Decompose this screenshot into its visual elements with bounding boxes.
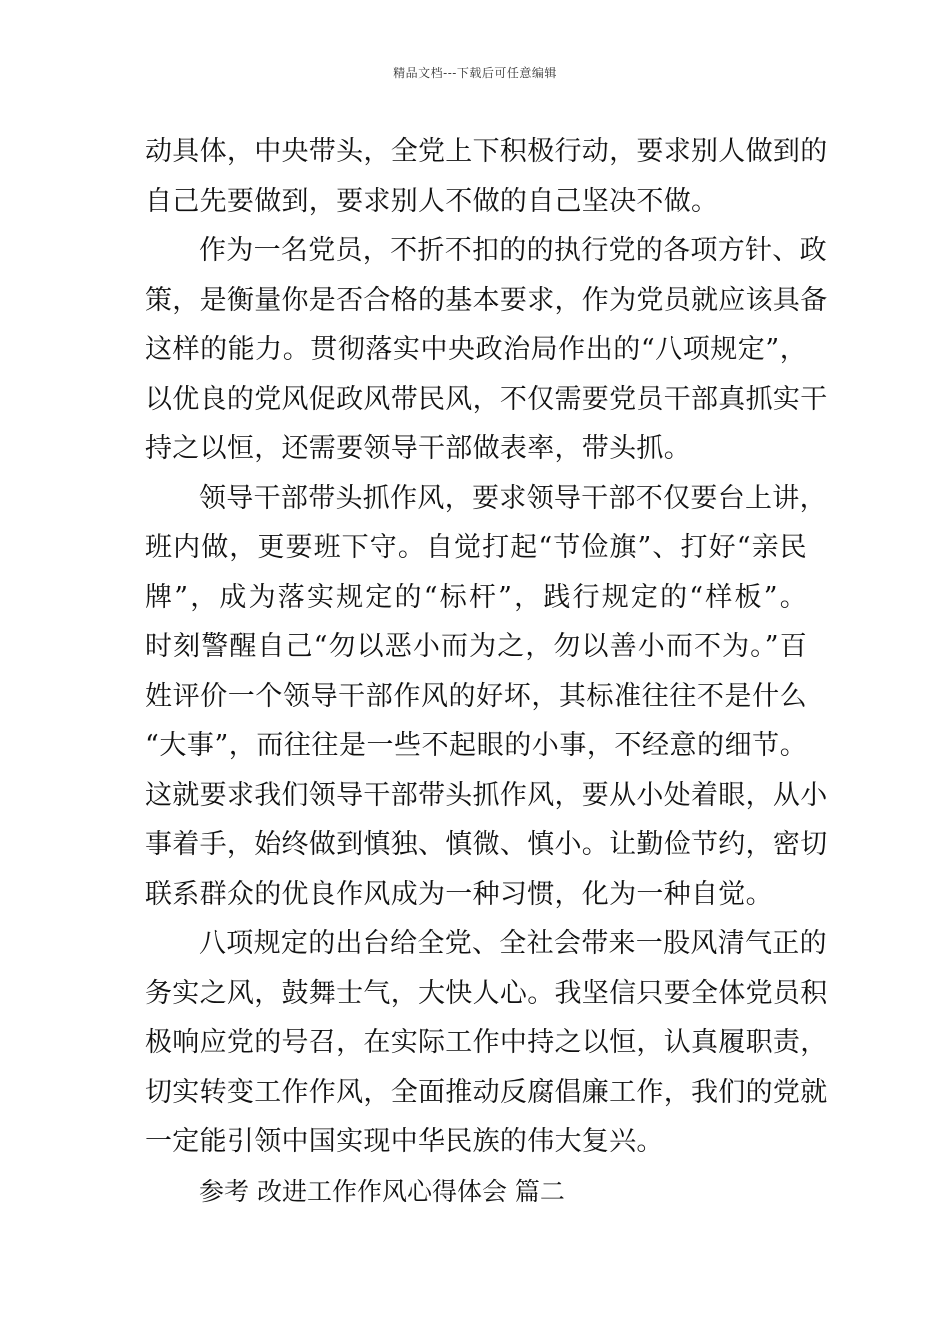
text-line: 自己先要做到，要求别人不做的自己坚决不做。 (145, 185, 719, 217)
text-line: 时刻警醒自己“勿以恶小而为之，勿以善小而不为。”百 (145, 631, 807, 662)
text-line: 一定能引领中国实现中华民族的伟大复兴。 (145, 1126, 664, 1157)
text-line: 领导干部带头抓作风，要求领导干部不仅要台上讲， (199, 482, 827, 514)
text-line: 极响应党的号召，在实际工作中持之以恒，认真履职责， (145, 1027, 828, 1058)
text-line: 持之以恒，还需要领导干部做表率，带头抓。 (145, 433, 691, 464)
text-line: 作为一名党员，不折不扣的的执行党的各项方针、政 (199, 235, 827, 266)
text-line: 动具体，中央带头，全党上下积极行动，要求别人做到的 (145, 136, 828, 167)
text-line: 务实之风，鼓舞士气，大快人心。我坚信只要全体党员积 (145, 977, 828, 1009)
page-header: 精品文档---下载后可任意编辑 (393, 66, 557, 80)
document-body (145, 127, 828, 1216)
text-line: 班内做，更要班下守。自觉打起“节俭旗”、打好“亲民 (145, 532, 807, 563)
text-line: 这样的能力。贯彻落实中央政治局作出的“八项规定”， (145, 334, 807, 365)
text-line: 策，是衡量你是否合格的基本要求，作为党员就应该具备 (145, 284, 828, 316)
text-line: 以优良的党风促政风带民风，不仅需要党员干部真抓实干 (145, 383, 828, 415)
text-line: 姓评价一个领导干部作风的好坏，其标准往往不是什么 (145, 680, 807, 712)
text-line: 牌”，成为落实规定的“标杆”，践行规定的“样板”。 (145, 581, 807, 613)
text-line: “大事”，而往往是一些不起眼的小事，不经意的细节。 (145, 730, 807, 761)
section-heading: 参考 改进工作作风心得体会 篇二 (199, 1176, 565, 1206)
text-line: 事着手，始终做到慎独、慎微、慎小。让勤俭节约，密切 (145, 829, 828, 860)
text-line: 八项规定的出台给全党、全社会带来一股风清气正的 (199, 928, 827, 959)
text-line: 切实转变工作作风，全面推动反腐倡廉工作，我们的党就 (145, 1076, 828, 1108)
text-line: 联系群众的优良作风成为一种习惯，化为一种自觉。 (145, 878, 773, 910)
text-line: 这就要求我们领导干部带头抓作风，要从小处着眼，从小 (145, 779, 828, 811)
